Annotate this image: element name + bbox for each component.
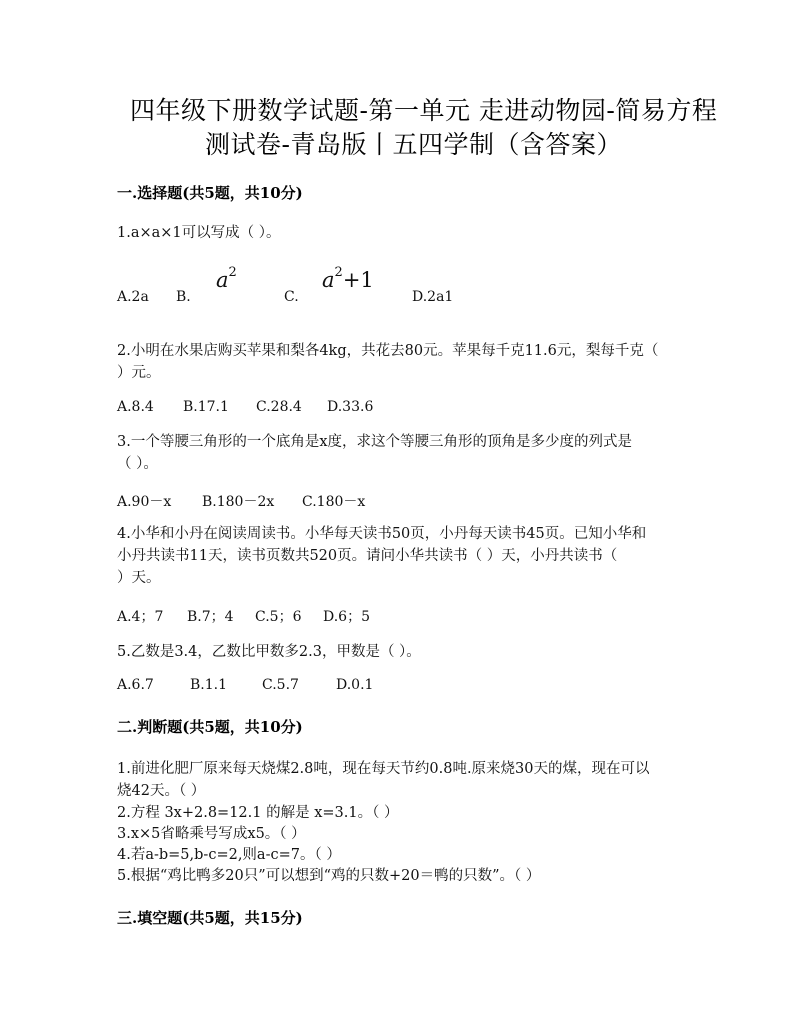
question-4-option-d: D.6；5 [323,609,370,625]
question-1-option-b-formula [216,265,237,292]
question-3-option-b: B.180－2x [202,494,275,510]
document-title-line1: 四年级下册数学试题-第一单元 走进动物园-简易方程 [130,96,718,125]
question-2-option-c: C.28.4 [256,399,302,415]
question-4-line1: 4.小华和小丹在阅读周读书。小华每天读书50页，小丹每天读书45页。已知小华和 [117,526,647,542]
question-5-option-a: A.6.7 [117,677,154,693]
question-1-option-c-formula [322,265,374,292]
judgment-item-5: 5.根据“鸡比鸭多20只”可以想到“鸡的只数+20＝鸭的只数”。（ ） [117,868,541,884]
question-2-option-a: A.8.4 [117,399,154,415]
question-4-option-b: B.7；4 [187,609,234,625]
formula-b-base: a [216,268,229,292]
question-3-option-a: A.90－x [117,494,172,510]
judgment-item-3: 3.x×5省略乘号写成x5。（ ） [117,826,306,842]
question-5-text: 5.乙数是3.4，乙数比甲数多2.3，甲数是（ ）。 [117,644,421,660]
section-heading-fill-blank: 三.填空题(共5题，共15分) [117,909,303,927]
question-2-line2: ）元。 [117,365,161,381]
question-2-option-d: D.33.6 [327,399,374,415]
question-1-option-b: B. [176,289,191,305]
question-5-option-b: B.1.1 [190,677,228,693]
question-4-option-a: A.4；7 [117,609,164,625]
judgment-item-2: 2.方程 3x+2.8=12.1 的解是 x=3.1。（ ） [117,805,399,821]
question-2-option-b: B.17.1 [183,399,229,415]
judgment-item-4: 4.若a-b=5,b-c=2,则a-c=7。（ ） [117,847,341,863]
question-1-option-d: D.2a1 [412,289,454,305]
question-3-line1: 3.一个等腰三角形的一个底角是x度，求这个等腰三角形的顶角是多少度的列式是 [117,434,633,450]
question-2-line1: 2.小明在水果店购买苹果和梨各4kg，共花去80元。苹果每千克11.6元，梨每千克（ [117,343,659,359]
judgment-item-1-line2: 烧42天。（ ） [117,783,206,799]
question-4-option-c: C.5；6 [255,609,302,625]
question-3-line2: （ ）。 [117,456,158,472]
section-heading-judgment: 二.判断题(共5题，共10分) [117,718,303,736]
question-4-line3: ）天。 [117,570,161,586]
question-3-option-c: C.180－x [302,494,366,510]
formula-c-base: a [322,268,335,292]
question-1-option-c: C. [284,289,299,305]
question-1-text: 1.a×a×1可以写成（ ）。 [117,225,281,241]
question-4-line2: 小丹共读书11天，读书页数共520页。请问小华共读书（ ）天，小丹共读书（ [117,548,618,564]
formula-b-exponent: 2 [228,265,237,280]
question-5-option-c: C.5.7 [262,677,299,693]
document-title-line2: 测试卷-青岛版丨五四学制（含答案） [205,130,622,159]
section-heading-choice: 一.选择题(共5题，共10分) [117,184,303,202]
judgment-item-1-line1: 1.前进化肥厂原来每天烧煤2.8吨，现在每天节约0.8吨.原来烧30天的煤，现在可以 [117,761,650,777]
question-5-option-d: D.0.1 [336,677,374,693]
question-1-option-a: A.2a [117,289,149,305]
formula-c-rest: +1 [342,268,374,292]
formula-c-exponent: 2 [334,265,343,280]
